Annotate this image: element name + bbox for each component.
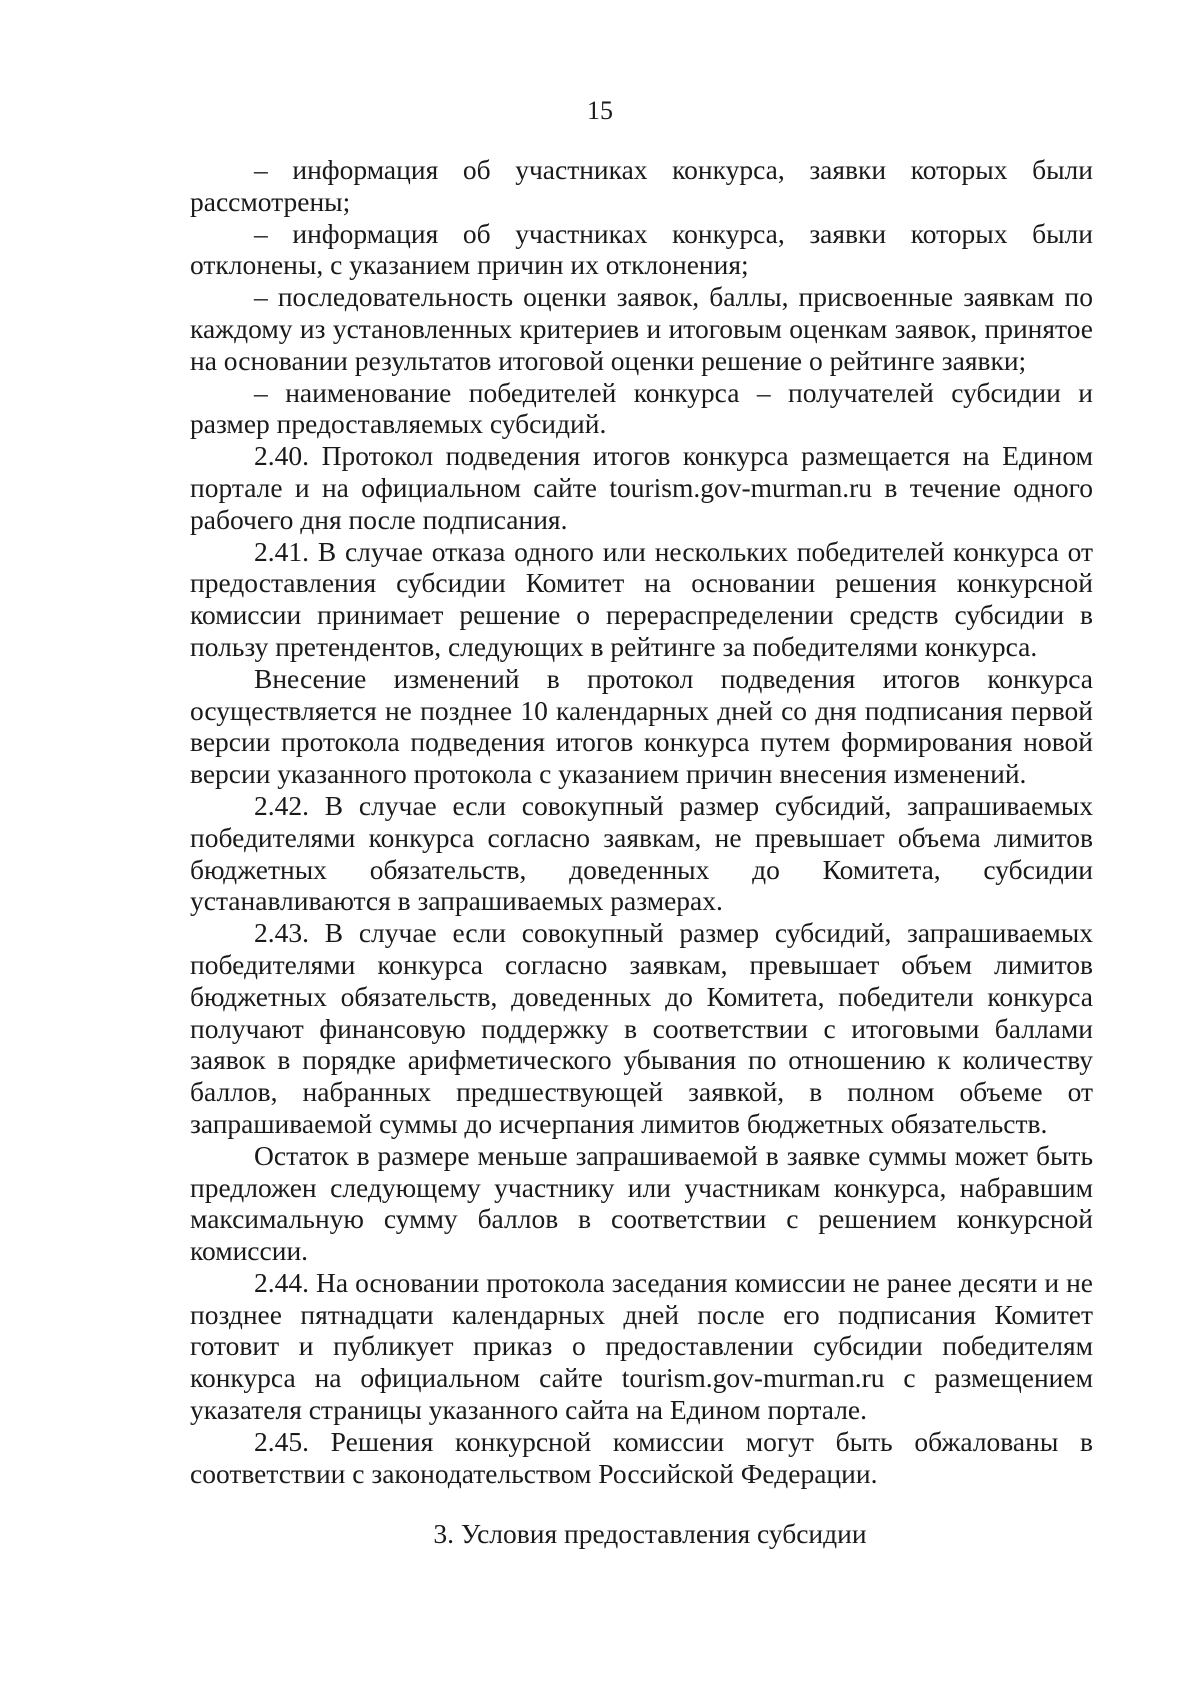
paragraph: – информация об участниках конкурса, заявки которых были отклонены, с указанием причин их отклонения; (190, 217, 1093, 281)
paragraph: – информация об участниках конкурса, заявки которых были рассмотрены; (190, 154, 1093, 217)
paragraph: 2.44. На основании протокола заседания комиссии не ранее десяти и не позднее пятнадцати календарных дней после его подписания Комитет готовит и публикует приказ о предоставлении субсидии победителям конкурса на официальном сайте tourism.gov-murman.ru с размещением указателя страницы указанного сайта на Едином портале. (190, 1266, 1093, 1426)
paragraph: – наименование победителей конкурса – получателей субсидии и размер предоставляемых субсидий. (190, 376, 1093, 440)
paragraph: 2.45. Решения конкурсной комиссии могут быть обжалованы в соответствии с законодательством Российской Федерации. (190, 1425, 1093, 1489)
page-number: 15 (587, 96, 613, 125)
paragraph: – последовательность оценки заявок, баллы, присвоенные заявкам по каждому из установленных критериев и итоговым оценкам заявок, принятое на основании результатов итоговой оценки решение о рейтинге заявки; (190, 281, 1093, 376)
paragraph: 2.40. Протокол подведения итогов конкурса размещается на Едином портале и на официальном сайте tourism.gov-murman.ru в течение одного рабочего дня после подписания. (190, 440, 1093, 535)
paragraph: 2.41. В случае отказа одного или нескольких победителей конкурса от предоставления субсидии Комитет на основании решения конкурсной комиссии принимает решение о перераспределении средств субсидии в пользу претендентов, следующих в рейтинге за победителями конкурса. (190, 535, 1093, 662)
paragraph: Внесение изменений в протокол подведения итогов конкурса осуществляется не позднее 10 календарных дней со дня подписания первой версии протокола подведения итогов конкурса путем формирования новой версии указанного протокола с указанием причин внесения изменений. (190, 662, 1093, 790)
paragraph: 2.43. В случае если совокупный размер субсидий, запрашиваемых победителями конкурса согласно заявкам, превышает объем лимитов бюджетных обязательств, доведенных до Комитета, победители конкурса получают финансовую поддержку в соответствии с итоговыми баллами заявок в порядке арифметического убывания по отношению к количеству баллов, набранных предшествующей заявкой, в полном объеме от запрашиваемой суммы до исчерпания лимитов бюджетных обязательств. (190, 917, 1093, 1139)
document-body (190, 154, 1093, 1489)
paragraph: Остаток в размере меньше запрашиваемой в заявке суммы может быть предложен следующему участнику или участникам конкурса, набравшим максимальную сумму баллов в соответствии с решением конкурсной комиссии. (190, 1139, 1093, 1267)
paragraph: 2.42. В случае если совокупный размер субсидий, запрашиваемых победителями конкурса согласно заявкам, не превышает объема лимитов бюджетных обязательств, доведенных до Комитета, субсидии устанавливаются в запрашиваемых размерах. (190, 789, 1093, 917)
section-heading: 3. Условия предоставления субсидии (433, 1518, 867, 1549)
